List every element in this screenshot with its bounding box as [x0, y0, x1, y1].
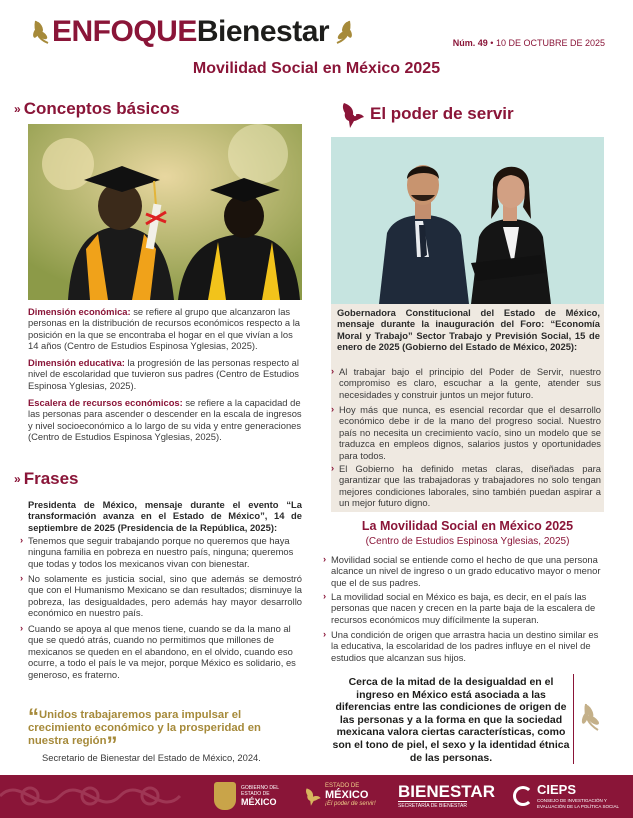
movilidad-source: (Centro de Estudios Espinosa Yglesias, 2025): [365, 536, 570, 547]
movilidad-point: › Una condición de origen que arrastra hacia un destino similar es la educativa, la escolaridad de los padres influye en el nivel de estudios que alcanzan sus hijos.: [323, 629, 605, 663]
issue-date: • 10 DE OCTUBRE DE 2025: [487, 38, 605, 48]
frase-item: › Cuando se apoya al que menos tiene, cuando se da la mano al que se quedó atrás, cuando no permitimos que millones de mexicanos se queden en el abandono, en el olvido, cuando eso ocurre, a todo el país le va mejor, porque México es solidario, es generoso, es fraterno.: [20, 623, 302, 680]
section-poder-title: El poder de servir: [370, 104, 514, 123]
movilidad-title: La Movilidad Social en México 2025: [361, 519, 574, 533]
chevron-right-icon: »: [14, 102, 21, 116]
section-conceptos: [14, 99, 180, 119]
quote-close-icon: ”: [106, 732, 118, 757]
definition-economica: Dimensión económica: se refiere al grupo que alcanzaron las personas en la distribución de recursos económicos respecto a la posición en la que se encontraba el hogar en el que vivían a los 14 años (Centro de Estudios Espinosa Yglesias, 2025).: [28, 306, 301, 352]
frase-item: › Tenemos que seguir trabajando porque no queremos que haya ninguna familia en pobreza en nuestro país, ninguna; queremos que todas y todos los mexicanos vivan con bienestar.: [20, 535, 302, 569]
frases-intro: Presidenta de México, mensaje durante el evento “La transformación avanza en el Estado de México”, 14 de septiembre de 2025 (Presidencia de la República, 2025):: [28, 499, 302, 533]
quote: [28, 704, 298, 757]
section-conceptos-title: Conceptos básicos: [23, 99, 180, 118]
quote-text: Unidos trabajaremos para impulsar el crecimiento económico y la prosperidad en nuestra región: [28, 709, 261, 747]
masthead: [30, 12, 360, 52]
movilidad-point: › La movilidad social en México es baja, es decir, en el país las personas que nacen y crecen en la parte baja de la escalera de recursos económicos muy difícilmente la superan.: [323, 591, 605, 625]
hummingbird-icon: [304, 785, 322, 807]
brand-bienestar: Bienestar: [196, 15, 330, 48]
caption-intro: Gobernadora Constitucional del Estado de México, mensaje durante la inauguración del Foro: “Economía Moral y Trabajo” Sector Trabajo y Previsión Social, 15 de enero de 2025 (Gobierno del Estado de México, 2025):: [337, 307, 600, 353]
cieps-circle-icon: [513, 786, 533, 806]
laurel-right-icon: [333, 19, 355, 45]
cieps-logo: CIEPS CONSEJO DE INVESTIGACIÓN Y EVALUACIÓN DE LA POLÍTICA SOCIAL: [513, 783, 619, 809]
chevron-right-icon: »: [14, 472, 21, 486]
frase-item: › No solamente es justicia social, sino que además se demostró que con el Humanismo Mexicano se dan resultados; disminuye la pobreza, las desigualdades, pero además hay mayor desarrollo económico en nuestro país.: [20, 573, 302, 619]
quote-author: Secretario de Bienestar del Estado de México, 2024.: [42, 752, 261, 763]
caption-point: › Al trabajar bajo el principio del Poder de Servir, nuestro compromiso es claro, escuchar a la gente, atender sus necesidades y construir juntos un mejor futuro.: [331, 366, 601, 400]
gobierno-logo: GOBIERNO DEL ESTADO DE MÉXICO: [214, 782, 279, 810]
callout-divider: [573, 674, 574, 764]
quote-open-icon: “: [28, 704, 39, 729]
hummingbird-icon: [340, 99, 366, 129]
definition-escalera: Escalera de recursos económicos: se refiere a la capacidad de las personas para ascender o descender en la escala de ingresos y nivel socioeconómico a lo largo de su vida y entre generaciones (Centro de Estudios Espinosa Yglesias, 2025).: [28, 397, 302, 443]
definition-educativa: Dimensión educativa: la progresión de las personas respecto al nivel de escolaridad que tuvieron sus padres (Centro de Estudios Espinosa Yglesias, 2025).: [28, 357, 299, 391]
edomex-logo: ESTADO DE MÉXICO ¡El poder de servir!: [304, 782, 376, 809]
caption-point: › Hoy más que nunca, es esencial recordar que el desarrollo económico debe ir de la mano del progreso social. Nuestro país no necesita un crecimiento vacío, sino un modelo que se traduzca en empleos dignos, salarios justos y oportunidades para todos.: [331, 404, 601, 461]
laurel-icon: [578, 702, 604, 732]
caption-point: › El Gobierno ha definido metas claras, diseñadas para garantizar que las trabajadoras y trabajadores no solo tengan mejores condiciones laborales, sino también puedan aspirar a un mejor futuro digno.: [331, 463, 601, 509]
graduation-photo: [28, 124, 302, 300]
section-poder: [340, 99, 514, 129]
section-frases-title: Frases: [23, 469, 79, 488]
section-frases: [14, 469, 79, 489]
movilidad-point: › Movilidad social se entiende como el hecho de que una persona alcance un nivel de ingreso o un grado educativo mayor o menor que el de sus padres.: [323, 554, 605, 588]
bienestar-logo: BIENESTAR SECRETARÍA DE BIENESTAR: [398, 782, 495, 809]
issue-number: Núm. 49: [452, 38, 488, 48]
footer: [0, 775, 633, 818]
laurel-left-icon: [30, 19, 52, 45]
shield-icon: [214, 782, 236, 810]
page-title: Movilidad Social en México 2025: [192, 60, 441, 77]
officials-photo: [331, 137, 604, 304]
brand-enfoque: ENFOQUE: [52, 15, 197, 48]
callout-text: Cerca de la mitad de la desigualdad en el ingreso en México está asociada a las diferencias entre las condiciones de origen de las personas y a la forma en que la sociedad mexicana valora ciertas características, como son el tono de piel, el sexo y la identidad étnica de las personas.: [332, 676, 570, 764]
issue-info: [453, 38, 605, 48]
